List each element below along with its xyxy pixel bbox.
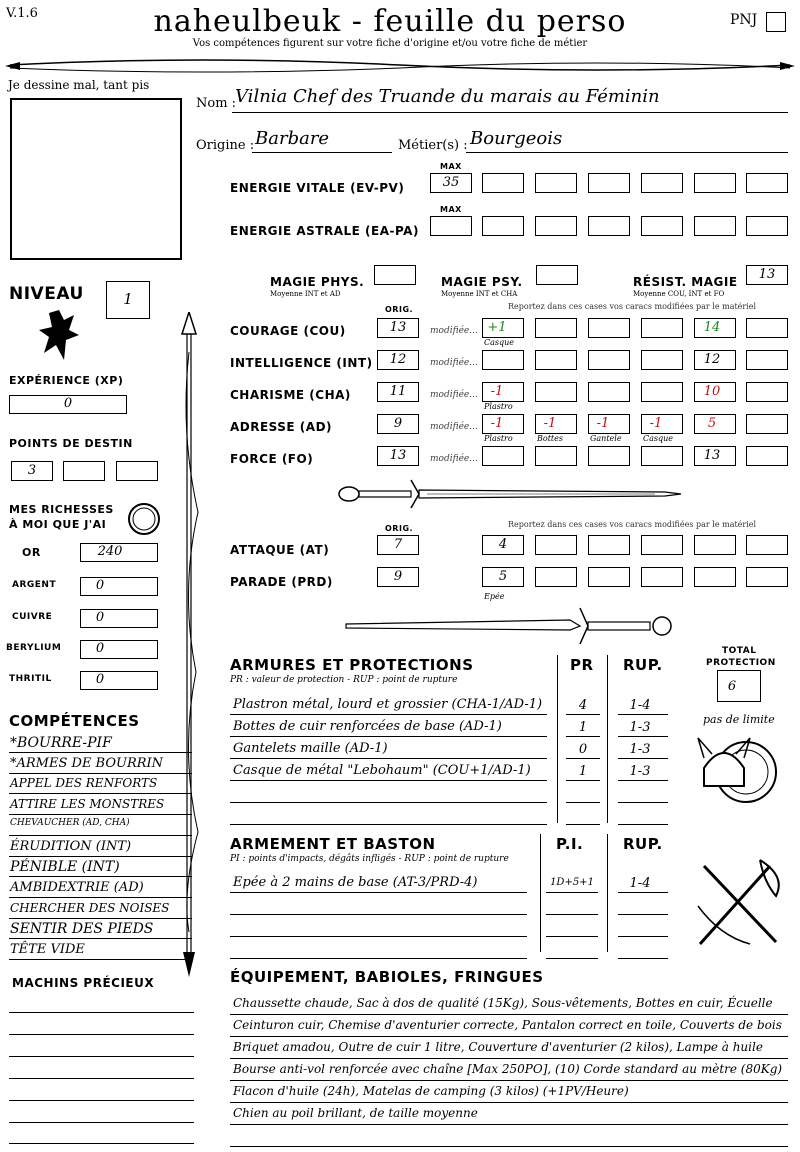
armor-col-divider-1 [557,655,558,823]
equipment-line-4 [230,1102,788,1103]
ea-box-5[interactable] [694,216,736,236]
destin-box-3[interactable] [116,461,158,481]
stat-mod-value-3-1: -1 [543,416,557,431]
armor-item-pr-2: 0 [578,742,588,757]
origine-value[interactable]: Barbare [255,128,330,149]
stat-mod-box-2-3[interactable] [641,382,683,402]
magie-phys-sub: Moyenne INT et AD [270,290,341,298]
sheet-title: naheulbeuk - feuille du perso [153,4,627,39]
skill-item-9[interactable]: SENTIR DES PIEDS [10,921,154,938]
ev-label: ENERGIE VITALE (EV-PV) [230,181,405,195]
stat-orig-value-2: 11 [389,384,407,399]
or-label: OR [22,546,41,559]
xp-label: EXPÉRIENCE (XP) [9,374,124,387]
pnj-checkbox[interactable] [766,12,786,32]
prd-box-5[interactable] [694,567,736,587]
precious-line-6 [9,1122,194,1123]
dragon-icon [34,305,84,365]
pnj-label: PNJ [730,12,758,28]
at-label: ATTAQUE (AT) [230,543,330,557]
skill-item-3[interactable]: ATTIRE LES MONSTRES [10,797,165,812]
stat-mod-box-4-2[interactable] [588,446,630,466]
precious-line-4 [9,1078,194,1079]
nom-label: Nom : [196,96,237,111]
at-orig-value: 7 [393,537,403,552]
stat-mod-box-4-3[interactable] [641,446,683,466]
metier-value[interactable]: Bourgeois [470,128,563,149]
skill-item-7[interactable]: AMBIDEXTRIE (AD) [10,879,144,895]
skill-item-4[interactable]: CHEVAUCHER (AD, CHA) [10,817,130,828]
armor-name-line-0 [230,714,547,715]
stat-mod-value-3-2: -1 [596,416,610,431]
magie-psy-sub: Moyenne INT et CHA [441,290,518,298]
ev-box-3[interactable] [588,173,630,193]
armor-item-name-2[interactable]: Gantelets maille (AD-1) [233,741,388,756]
weapon-name-line-0 [230,892,527,893]
crossed-weapons-icon [690,856,788,952]
precious-line-3 [9,1056,194,1057]
prd-mod-sub: Epée [484,592,505,601]
sheet-subtitle: Vos compétences figurent sur votre fiche d'origine et/ou votre fiche de métier [192,38,588,49]
skill-line-8 [9,918,192,919]
no-limit-label: pas de limite [703,713,775,726]
stat-mod-sub-3-0: Plastro [484,434,513,443]
stat-label-4: FORCE (FO) [230,452,314,466]
equipment-line-6 [230,1146,788,1147]
destin-box-2[interactable] [63,461,105,481]
equipment-line-5 [230,1124,788,1125]
stat-label-2: CHARISME (CHA) [230,388,351,402]
skill-line-4 [9,835,192,836]
stat-mod-value-3-3: -1 [649,416,663,431]
stats-orig-label: ORIG. [385,305,414,314]
armor-item-rup-0: 1-4 [629,698,651,713]
stat-mod-box-0-1[interactable] [535,318,577,338]
at-box-5[interactable] [694,535,736,555]
thritil-label: THRITIL [9,674,52,684]
weapons-col-divider-1 [540,834,541,952]
stat-mod-box-1-3[interactable] [641,350,683,370]
precious-line-1 [9,1012,194,1013]
magie-psy-box[interactable] [536,265,578,285]
equipment-item-0[interactable]: Chaussette chaude, Sac à dos de qualité (15Kg), Sous-vêtements, Bottes en cuir, Écuelle [233,996,773,1010]
armor-item-name-3[interactable]: Casque de métal "Lebohaum" (COU+1/AD-1) [233,763,531,778]
weapon-name-line-2 [230,936,527,937]
prd-box-3[interactable] [588,567,630,587]
stat-mod-value-0-0: +1 [487,320,507,335]
weapon-item-pi-0: 1D+5+1 [550,877,594,888]
skill-item-5[interactable]: ÉRUDITION (INT) [10,838,132,854]
skill-item-1[interactable]: *ARMES DE BOURRIN [10,755,164,771]
weapon-rup-line-1 [618,914,668,915]
precious-title: MACHINS PRÉCIEUX [12,976,155,990]
header-divider [0,50,800,80]
armor-col-divider-2 [607,655,608,823]
skill-line-3 [9,814,192,815]
resist-magie-sub: Moyenne COU, INT et FO [633,290,725,298]
combat-orig-label: ORIG. [385,524,414,533]
weapon-rup-line-0 [618,892,668,893]
berylium-label: BERYLIUM [6,643,62,653]
combat-report-note: Reportez dans ces cases vos caracs modifiées par le matériel [508,520,757,529]
stat-extra-box-0[interactable] [746,318,788,338]
stat-mod-value-3-0: -1 [490,416,504,431]
armor-rup-header: RUP. [623,656,663,674]
ev-box-1[interactable] [482,173,524,193]
weapons-title: ARMEMENT ET BASTON [230,835,436,853]
armor-rup-line-4 [618,802,668,803]
equipment-title: ÉQUIPEMENT, BABIOLES, FRINGUES [230,968,544,986]
armor-rup-line-3 [618,780,668,781]
armor-sub: PR : valeur de protection - RUP : point de rupture [230,675,458,685]
magie-phys-box[interactable] [374,265,416,285]
niveau-value: 1 [123,290,133,308]
ev-max-label: MAX [440,162,462,171]
armor-item-rup-2: 1-3 [629,742,651,757]
armor-pr-line-3 [566,780,600,781]
or-value: 240 [97,544,123,559]
cuivre-label: CUIVRE [12,612,53,622]
equipment-line-2 [230,1058,788,1059]
nom-value[interactable]: Vilnia Chef des Truande du marais au Féminin [235,86,660,107]
ea-max-label: MAX [440,205,462,214]
stat-final-value-2: 10 [703,384,721,399]
stat-label-3: ADRESSE (AD) [230,420,333,434]
stat-final-value-3: 5 [707,416,717,431]
prd-mod-value: 5 [498,569,508,584]
armor-pr-line-0 [566,714,600,715]
stat-label-1: INTELLIGENCE (INT) [230,356,373,370]
stat-modifie-label-3: modifiée... [430,422,478,432]
sword-illustration-1 [335,478,685,510]
armor-item-name-0[interactable]: Plastron métal, lourd et grossier (CHA-1/AD-1) [233,697,543,712]
argent-label: ARGENT [12,580,57,590]
stat-extra-box-1[interactable] [746,350,788,370]
prd-box-6[interactable] [746,567,788,587]
origine-label: Origine : [196,138,255,153]
ev-box-5[interactable] [694,173,736,193]
stat-mod-sub-3-2: Gantele [590,434,622,443]
precious-line-7 [9,1143,194,1144]
weapon-name-line-3 [230,958,527,959]
xp-value: 0 [63,396,73,411]
ea-box-1[interactable] [482,216,524,236]
stat-mod-box-4-1[interactable] [535,446,577,466]
destin-value: 3 [27,463,37,478]
wealth-title-1: MES RICHESSES [9,503,114,516]
ea-box-2[interactable] [535,216,577,236]
skill-line-5 [9,856,192,857]
armor-pr-line-5 [566,824,600,825]
skill-item-2[interactable]: APPEL DES RENFORTS [10,776,158,791]
skill-item-10[interactable]: TÊTE VIDE [10,942,85,957]
stat-orig-value-3: 9 [393,416,403,431]
stat-modifie-label-1: modifiée... [430,358,478,368]
weapon-item-name-0[interactable]: Epée à 2 mains de base (AT-3/PRD-4) [233,875,478,890]
skill-item-8[interactable]: CHERCHER DES NOISES [10,900,170,915]
equipment-item-3[interactable]: Bourse anti-vol renforcée avec chaîne [Max 250PO], (10) Corde standard au mètre (80Kg) [233,1062,783,1076]
weapon-item-rup-0: 1-4 [629,876,651,891]
armor-item-name-1[interactable]: Bottes de cuir renforcées de base (AD-1) [233,719,502,734]
ea-box-4[interactable] [641,216,683,236]
stat-mod-sub-2-0: Plastro [484,402,513,411]
armor-name-line-5 [230,824,547,825]
stat-extra-box-3[interactable] [746,414,788,434]
stat-label-0: COURAGE (COU) [230,324,346,338]
stat-mod-value-2-0: -1 [490,384,504,399]
stat-mod-sub-3-3: Casque [643,434,674,443]
armor-name-line-1 [230,736,547,737]
portrait-caption: Je dessine mal, tant pis [8,78,150,92]
skill-line-0 [9,752,192,753]
weapon-pi-line-2 [546,936,598,937]
equipment-line-1 [230,1036,788,1037]
stat-mod-sub-0-0: Casque [484,338,515,347]
niveau-label: NIVEAU [9,284,84,304]
skill-line-9 [9,938,192,939]
precious-line-5 [9,1100,194,1101]
ea-box-6[interactable] [746,216,788,236]
armor-rup-line-0 [618,714,668,715]
spear-illustration [178,312,200,977]
weapon-pi-line-0 [546,892,598,893]
ev-box-6[interactable] [746,173,788,193]
weapon-rup-line-2 [618,936,668,937]
skill-line-10 [9,959,192,960]
stat-mod-box-0-3[interactable] [641,318,683,338]
weapons-rup-header: RUP. [623,835,663,853]
stat-mod-box-1-0[interactable] [482,350,524,370]
armor-item-pr-3: 1 [578,764,588,779]
armor-name-line-2 [230,758,547,759]
prd-label: PARADE (PRD) [230,575,333,589]
armor-rup-line-5 [618,824,668,825]
equipment-line-3 [230,1080,788,1081]
armor-item-rup-1: 1-3 [629,720,651,735]
argent-value: 0 [95,578,105,593]
weapons-col-divider-2 [607,834,608,952]
ea-label: ENERGIE ASTRALE (EA-PA) [230,224,419,238]
equipment-item-4[interactable]: Flacon d'huile (24h), Matelas de camping (3 kilos) (+1PV/Heure) [233,1084,629,1098]
metier-label: Métier(s) : [398,138,468,153]
stat-final-value-1: 12 [703,352,721,367]
armor-item-pr-0: 4 [578,698,588,713]
ev-box-2[interactable] [535,173,577,193]
skill-line-6 [9,876,192,877]
armor-title: ARMURES ET PROTECTIONS [230,656,474,674]
armor-item-rup-3: 1-3 [629,764,651,779]
thritil-value: 0 [95,672,105,687]
ev-box-4[interactable] [641,173,683,193]
stat-extra-box-2[interactable] [746,382,788,402]
total-protection-label-2: PROTECTION [706,658,776,668]
stat-mod-box-4-0[interactable] [482,446,524,466]
berylium-value: 0 [95,641,105,656]
armor-pr-line-1 [566,736,600,737]
ea-box-3[interactable] [588,216,630,236]
skill-line-2 [9,793,192,794]
magie-psy-label: MAGIE PSY. [441,275,523,289]
ea-max-box[interactable] [430,216,472,236]
cuivre-value: 0 [95,610,105,625]
stat-final-value-4: 13 [703,448,721,463]
armor-name-line-3 [230,780,547,781]
stat-modifie-label-0: modifiée... [430,326,478,336]
origine-line [252,152,392,153]
precious-line-2 [9,1034,194,1035]
weapon-name-line-1 [230,914,527,915]
portrait-frame[interactable] [10,98,182,260]
resist-magie-label: RÉSIST. MAGIE [633,275,738,289]
ev-max-value: 35 [442,175,460,190]
armor-pr-line-2 [566,758,600,759]
skills-title: COMPÉTENCES [9,712,140,730]
skill-item-6[interactable]: PÉNIBLE (INT) [10,859,120,876]
stat-final-value-0: 14 [703,320,721,335]
prd-box-4[interactable] [641,567,683,587]
nom-line [232,112,788,113]
prd-orig-value: 9 [393,569,403,584]
coin-icon [127,502,161,536]
at-box-4[interactable] [641,535,683,555]
equipment-item-1[interactable]: Ceinturon cuir, Chemise d'aventurier correcte, Pantalon correct en toile, Couverts de bois [233,1018,782,1032]
skill-line-7 [9,897,192,898]
stat-orig-value-1: 12 [389,352,407,367]
stat-modifie-label-4: modifiée... [430,454,478,464]
weapon-pi-line-1 [546,914,598,915]
armor-rup-line-2 [618,758,668,759]
stat-mod-box-0-2[interactable] [588,318,630,338]
stat-modifie-label-2: modifiée... [430,390,478,400]
destin-label: POINTS DE DESTIN [9,437,133,450]
at-box-3[interactable] [588,535,630,555]
weapons-sub: PI : points d'impacts, dégâts infligés - RUP : point de rupture [230,854,509,864]
stat-orig-value-0: 13 [389,320,407,335]
wealth-title-2: À MOI QUE J'AI [9,518,107,531]
stat-mod-box-1-1[interactable] [535,350,577,370]
at-mod-value: 4 [498,537,508,552]
weapon-rup-line-3 [618,958,668,959]
armor-pr-header: PR [570,656,594,674]
stat-extra-box-4[interactable] [746,446,788,466]
armor-item-pr-1: 1 [578,720,588,735]
stat-mod-box-2-2[interactable] [588,382,630,402]
stat-orig-value-4: 13 [389,448,407,463]
prd-box-2[interactable] [535,567,577,587]
stat-mod-box-2-1[interactable] [535,382,577,402]
magie-phys-label: MAGIE PHYS. [270,275,365,289]
stat-mod-sub-3-1: Bottes [537,434,563,443]
weapon-pi-line-3 [546,958,598,959]
version-label: V.1.6 [6,6,38,21]
equipment-item-2[interactable]: Briquet amadou, Outre de cuir 1 litre, Couverture d'aventurier (2 kilos), Lampe à huile [233,1040,763,1054]
at-box-6[interactable] [746,535,788,555]
armor-pr-line-4 [566,802,600,803]
helmet-shield-icon [696,728,780,812]
at-box-2[interactable] [535,535,577,555]
stat-mod-box-1-2[interactable] [588,350,630,370]
sword-illustration-2 [340,606,680,646]
armor-rup-line-1 [618,736,668,737]
total-protection-value: 6 [727,679,737,694]
armor-name-line-4 [230,802,547,803]
weapons-pi-header: P.I. [556,835,584,853]
total-protection-label-1: TOTAL [722,646,757,656]
skill-line-1 [9,773,192,774]
skill-item-0[interactable]: *BOURRE-PIF [10,735,112,751]
metier-line [466,152,788,153]
equipment-line-0 [230,1014,788,1015]
equipment-item-5[interactable]: Chien au poil brillant, de taille moyenne [233,1106,478,1120]
resist-magie-value: 13 [758,267,776,282]
stats-report-note: Reportez dans ces cases vos caracs modifiées par le matériel [508,302,757,311]
